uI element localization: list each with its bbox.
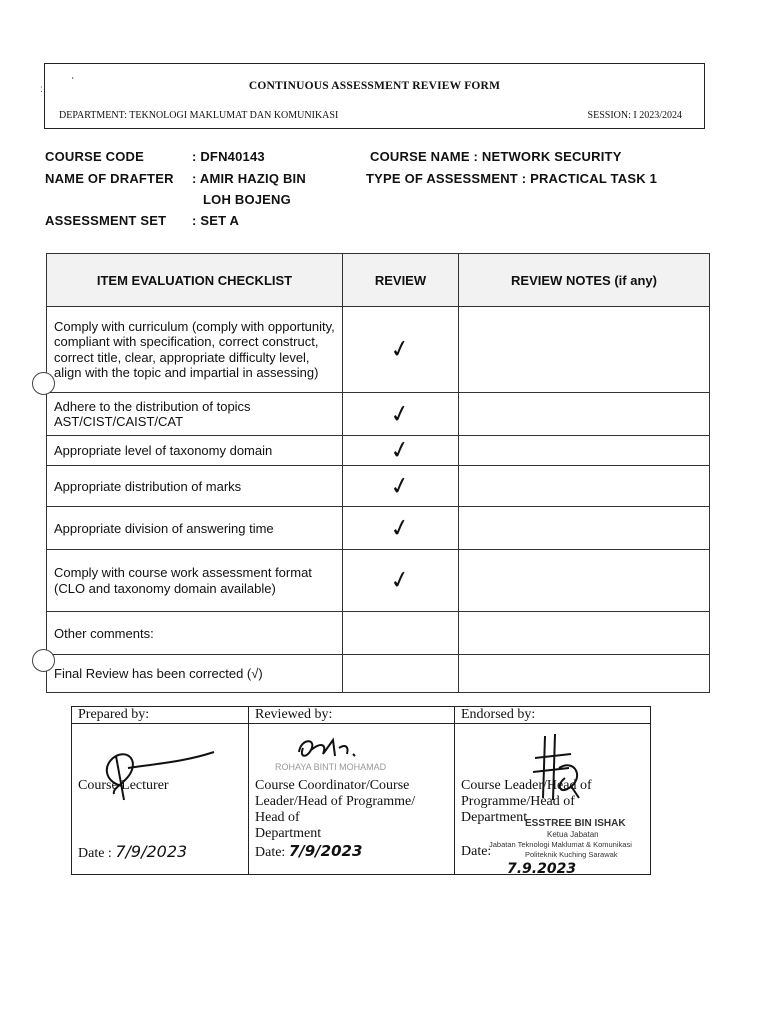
- reviewed-date-value: 7/9/2023: [288, 842, 363, 860]
- review-notes: [459, 612, 710, 655]
- endorser-stamp-title: Ketua Jabatan: [547, 830, 599, 839]
- prepared-date-label: Date :: [78, 846, 112, 861]
- review-tick: ✓: [343, 466, 459, 507]
- assessment-set-value: : SET A: [192, 213, 240, 228]
- endorsed-date-value: 7.9.2023: [507, 861, 577, 877]
- endorser-stamp-dept: Jabatan Teknologi Maklumat & Komunikasi: [489, 840, 632, 849]
- checklist-row: [47, 466, 710, 507]
- checklist-item: Appropriate distribution of marks: [47, 466, 343, 507]
- form-header: [40, 63, 705, 129]
- reviewed-date-label: Date:: [255, 845, 286, 860]
- evaluation-checklist-table: [46, 253, 710, 693]
- reviewed-by-header: Reviewed by:: [249, 707, 455, 724]
- drafter-value-line2: LOH BOJENG: [203, 192, 291, 207]
- review-tick: ✓: [343, 436, 459, 466]
- prepared-by-header: Prepared by:: [72, 707, 249, 724]
- review-tick: ✓: [343, 307, 459, 393]
- reviewed-date: [255, 842, 362, 861]
- checklist-item: Adhere to the distribution of topics AST/CIST/CAIST/CAT: [47, 393, 343, 436]
- session-line: SESSION: I 2023/2024: [587, 110, 682, 121]
- review-notes: [459, 436, 710, 466]
- review-notes: [459, 393, 710, 436]
- review-notes: [459, 550, 710, 612]
- signature-body-row: [72, 724, 651, 875]
- endorsed-date: [461, 844, 491, 860]
- scan-mark: :: [40, 84, 43, 95]
- endorsed-by-cell: [455, 724, 651, 875]
- checklist-item: Appropriate level of taxonomy domain: [47, 436, 343, 466]
- endorsed-by-header: Endorsed by:: [455, 707, 651, 724]
- drafter-value-line1: : AMIR HAZIQ BIN: [192, 171, 306, 186]
- reviewed-role: Course Coordinator/Course Leader/Head of Programme/ Head of: [255, 778, 416, 825]
- final-review-label: Final Review has been corrected (√): [47, 655, 343, 693]
- checklist-row: [47, 507, 710, 550]
- review-tick: ✓: [343, 393, 459, 436]
- form-title: CONTINUOUS ASSESSMENT REVIEW FORM: [248, 80, 501, 92]
- checklist-row-other-comments: [47, 612, 710, 655]
- punch-hole-icon: [32, 372, 55, 395]
- checklist-item: Comply with course work assessment format (CLO and taxonomy domain available): [47, 550, 343, 612]
- review-notes: [459, 307, 710, 393]
- review-notes: [459, 466, 710, 507]
- drafter-label: NAME OF DRAFTER: [45, 171, 174, 186]
- checklist-item: Appropriate division of answering time: [47, 507, 343, 550]
- signature-table: [71, 706, 651, 875]
- course-code-label: COURSE CODE: [45, 149, 144, 164]
- header-review: REVIEW: [343, 254, 459, 307]
- review-notes: [459, 655, 710, 693]
- prepared-by-cell: [72, 724, 249, 875]
- signature-header-row: [72, 707, 651, 724]
- reviewed-by-cell: [249, 724, 455, 875]
- assessment-set-label: ASSESSMENT SET: [45, 213, 167, 228]
- corner-mark: ᐧ: [71, 73, 74, 85]
- prepared-role: Course Lecturer: [78, 778, 169, 793]
- endorsed-role: Course Leader/Head of Programme/Head of Department: [461, 778, 592, 825]
- endorser-stamp-inst: Politeknik Kuching Sarawak: [525, 850, 618, 859]
- reviewed-role-tail: Department: [255, 826, 322, 841]
- course-name: COURSE NAME : NETWORK SECURITY: [370, 149, 622, 164]
- review-notes: [459, 507, 710, 550]
- checklist-row: [47, 436, 710, 466]
- prepared-date: [78, 842, 187, 862]
- review-tick: ✓: [343, 550, 459, 612]
- checklist-header-row: [47, 254, 710, 307]
- department-line: DEPARTMENT: TEKNOLOGI MAKLUMAT DAN KOMUNIKASI: [59, 110, 339, 121]
- checklist-row: [47, 307, 710, 393]
- checklist-row: [47, 550, 710, 612]
- punch-hole-icon: [32, 649, 55, 672]
- checklist-row-final-review: [47, 655, 710, 693]
- endorsed-date-label: Date:: [461, 844, 492, 859]
- prepared-date-value: 7/9/2023: [115, 842, 188, 861]
- review-tick: ✓: [343, 507, 459, 550]
- review-cell: [343, 655, 459, 693]
- endorser-stamp-name: ESSTREE BIN ISHAK: [525, 818, 626, 829]
- course-code-value: : DFN40143: [192, 149, 265, 164]
- assessment-type: TYPE OF ASSESSMENT : PRACTICAL TASK 1: [366, 171, 658, 186]
- header-review-notes: REVIEW NOTES (if any): [459, 254, 710, 307]
- checklist-item: Comply with curriculum (comply with opportunity, compliant with specification, correct construct, correct title, clear, appropriate difficulty level, align with the topic and impartial in assessing): [47, 307, 343, 393]
- reviewer-signature-icon: [293, 732, 373, 766]
- review-cell: [343, 612, 459, 655]
- reviewer-name-stamp: ROHAYA BINTI MOHAMAD: [275, 762, 387, 772]
- other-comments-label: Other comments:: [47, 612, 343, 655]
- checklist-row: [47, 393, 710, 436]
- header-item-evaluation: ITEM EVALUATION CHECKLIST: [47, 254, 343, 307]
